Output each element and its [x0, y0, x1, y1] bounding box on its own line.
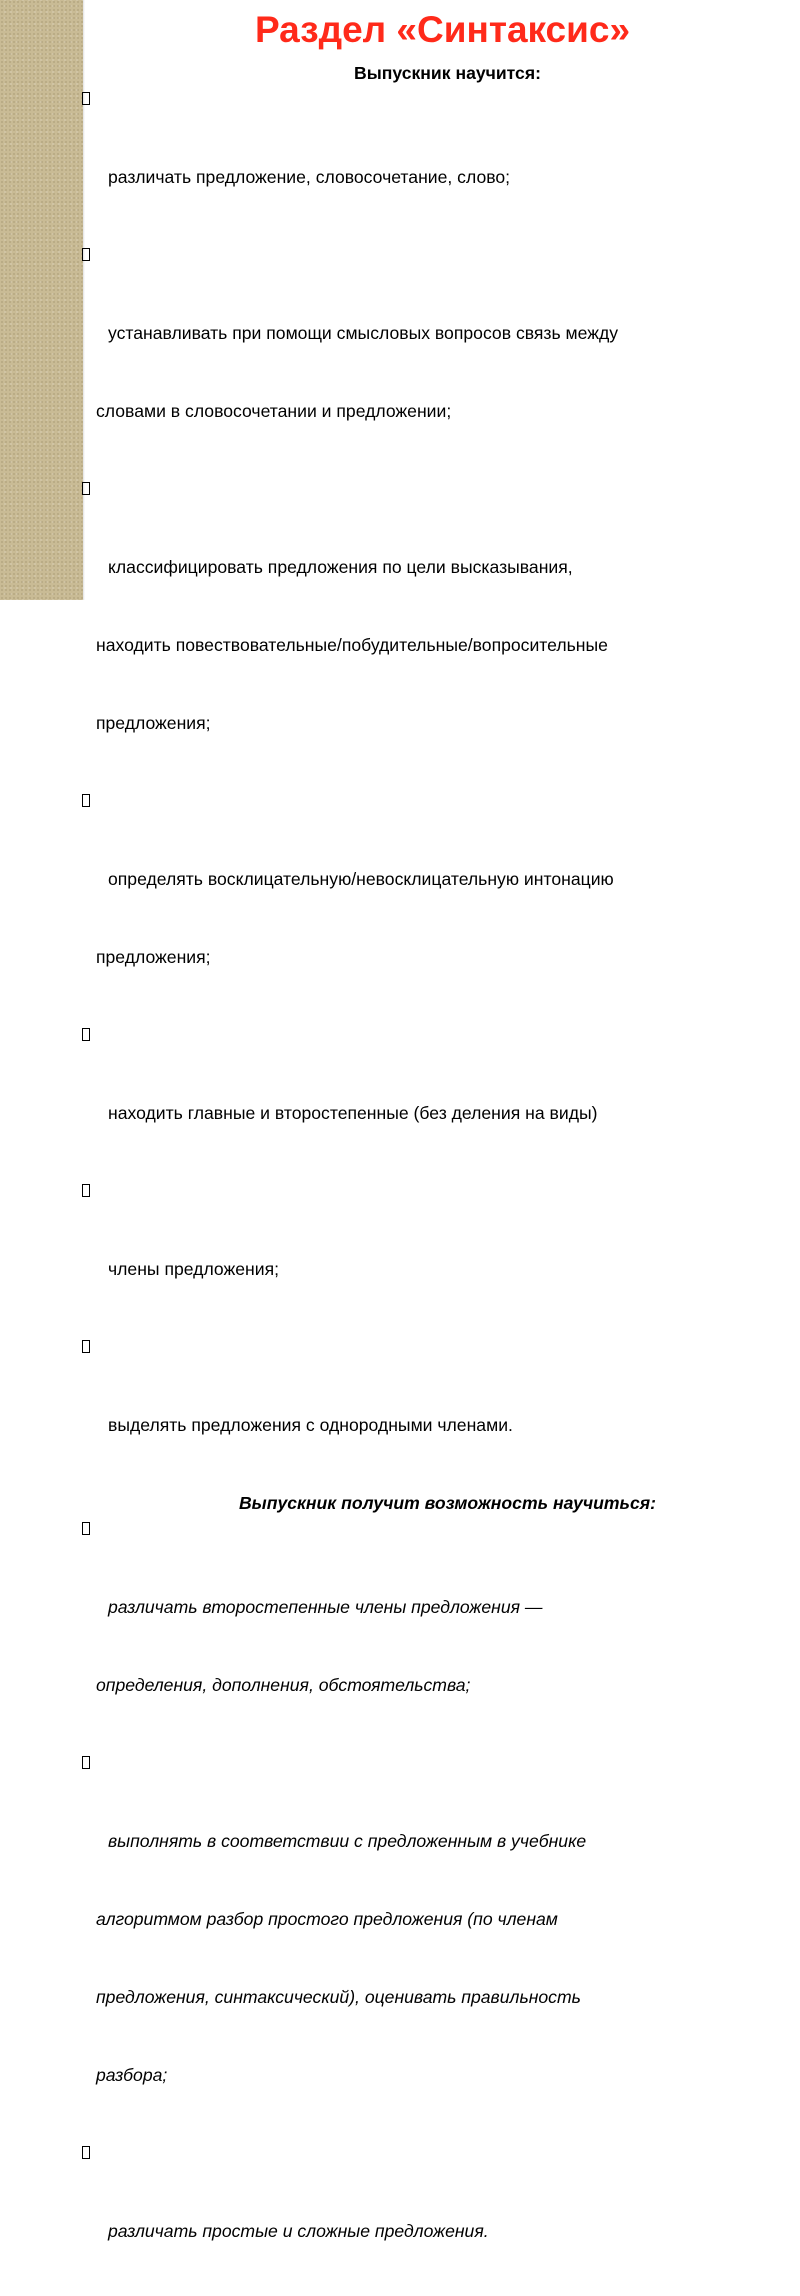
decorative-sidebar — [0, 0, 83, 600]
bullet-icon — [82, 1028, 90, 1041]
list-item: выполнять в соответствии с предложенным в учебнике алгоритмом разбор простого предложения (по членам предложения, синтаксический), оценивать правильность разбора; — [80, 1750, 795, 2140]
slide-content — [80, 60, 795, 2296]
slide-title: Раздел «Синтаксис» — [254, 9, 631, 50]
bullet-icon — [82, 1184, 90, 1197]
list-item: классифицировать предложения по цели высказывания, находить повествовательные/побудительные/вопросительные предложения; — [80, 476, 795, 788]
list-item: различать простые и сложные предложения. — [80, 2140, 795, 2296]
bullet-icon — [82, 2146, 90, 2159]
bullet-icon — [82, 1756, 90, 1769]
bullet-icon — [82, 482, 90, 495]
section-heading-opportunity: Выпускник получит возможность научиться: — [238, 1493, 657, 1513]
list-item: определять восклицательную/невосклицательную интонацию предложения; — [80, 788, 795, 1022]
list-item: различать предложение, словосочетание, слово; — [80, 86, 795, 242]
bullet-icon — [82, 248, 90, 261]
section-heading-learn: Выпускник научится: — [354, 63, 541, 83]
bullet-icon — [82, 794, 90, 807]
bullet-icon — [82, 1522, 90, 1535]
list-item: устанавливать при помощи смысловых вопросов связь между словами в словосочетании и предложении; — [80, 242, 795, 476]
list-item: различать второстепенные члены предложения — определения, дополнения, обстоятельства; — [80, 1516, 795, 1750]
list-item: члены предложения; — [80, 1178, 795, 1334]
list-item: выделять предложения с однородными членами. — [80, 1334, 795, 1490]
bullet-icon — [82, 1340, 90, 1353]
bullet-icon — [82, 92, 90, 105]
list-item: находить главные и второстепенные (без деления на виды) — [80, 1022, 795, 1178]
